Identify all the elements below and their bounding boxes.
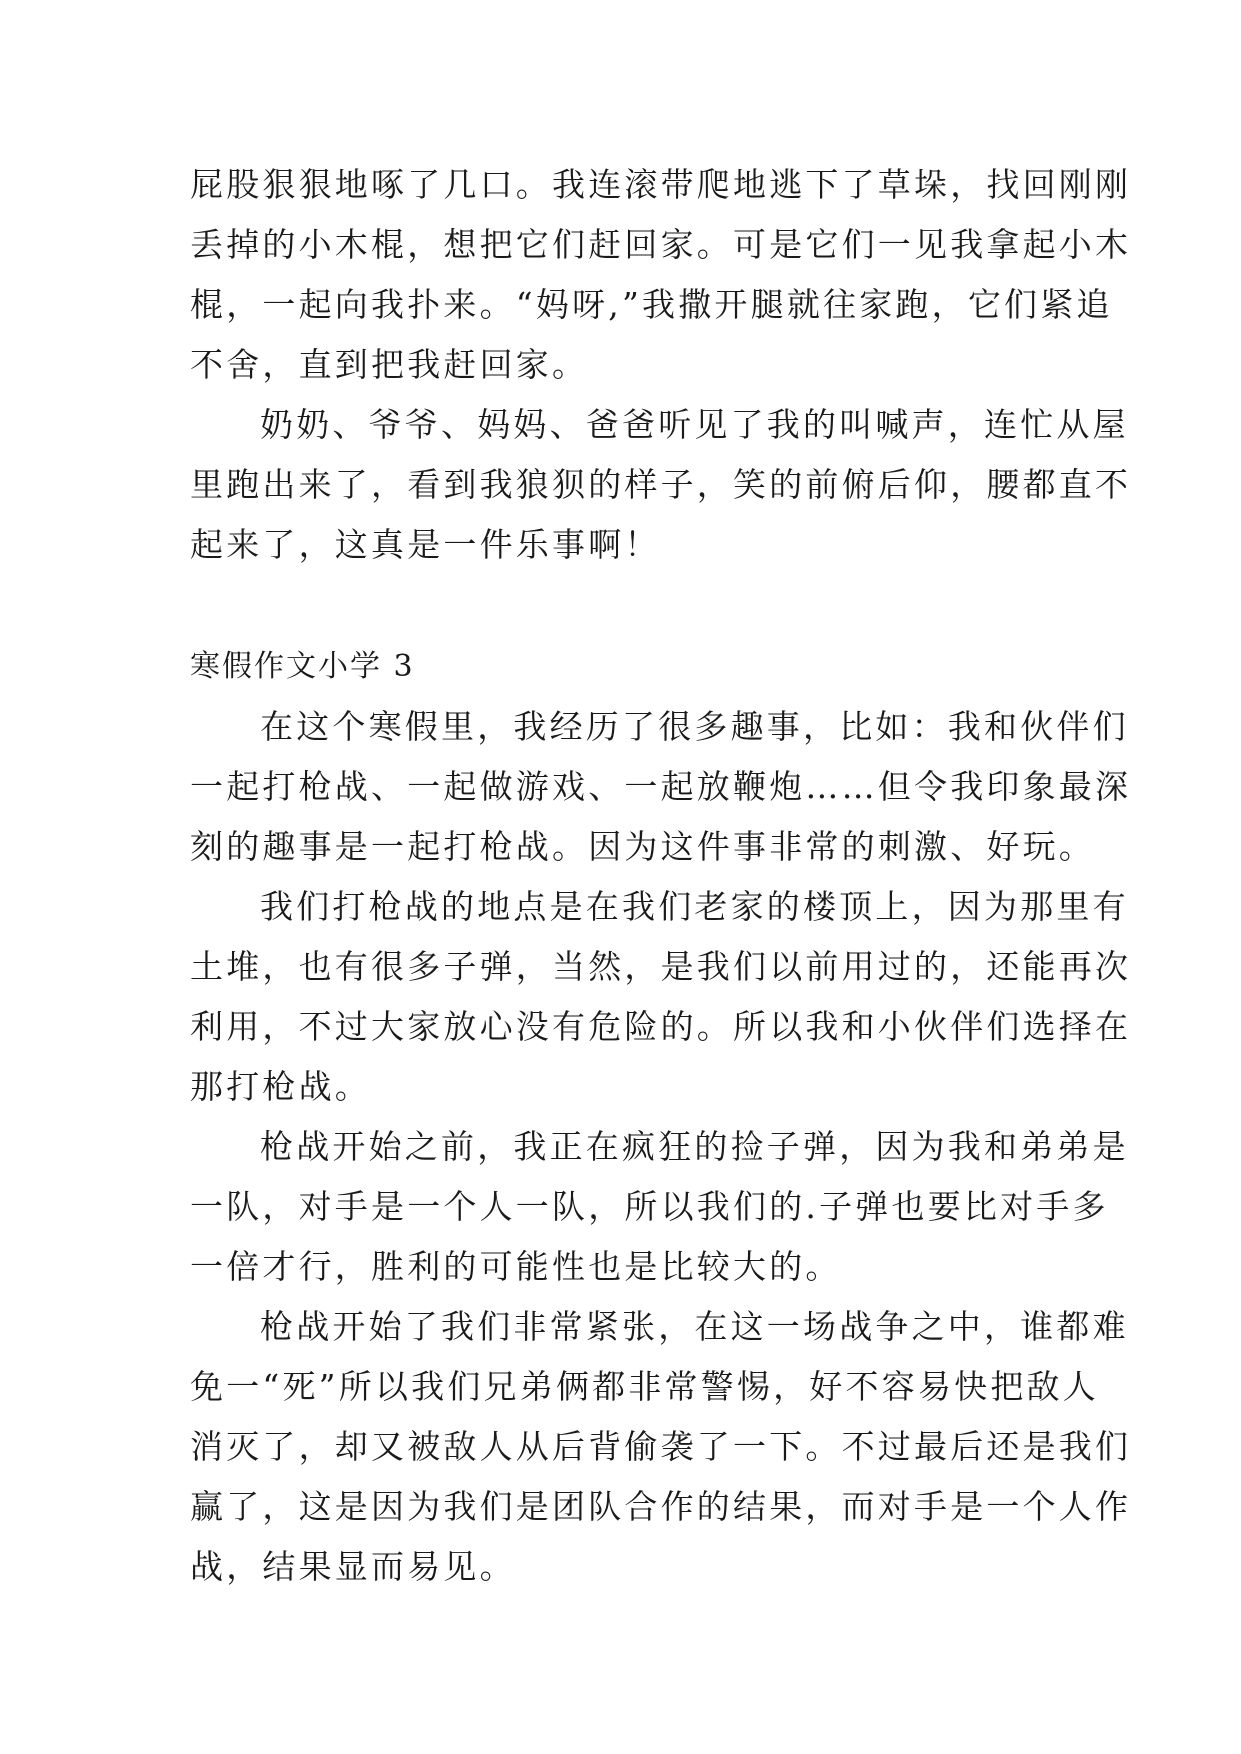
essay-section <box>190 697 1132 1597</box>
text-line: 奶奶、爷爷、妈妈、爸爸听见了我的叫喊声，连忙从屋 <box>260 405 1129 444</box>
text-line: 战，结果显而易见。 <box>190 1547 516 1586</box>
paragraph-5 <box>190 1117 1129 1297</box>
text-line: 利用，不过大家放心没有危险的。所以我和小伙伴们选择在 <box>190 1007 1132 1046</box>
text-line: 枪战开始了我们非常紧张，在这一场战争之中，谁都难 <box>260 1307 1129 1346</box>
text-line: 在这个寒假里，我经历了很多趣事，比如：我和伙伴们 <box>260 707 1129 746</box>
document-page <box>190 155 1132 1597</box>
text-line: 一起打枪战、一起做游戏、一起放鞭炮……但令我印象最深 <box>190 767 1132 806</box>
text-line: 里跑出来了，看到我狼狈的样子，笑的前俯后仰，腰都直不 <box>190 465 1132 504</box>
text-line: 刻的趣事是一起打枪战。因为这件事非常的刺激、好玩。 <box>190 827 1095 866</box>
section-spacer <box>190 575 1052 637</box>
paragraph-3 <box>190 697 1132 877</box>
continued-section <box>190 155 1132 575</box>
text-line: 一倍才行，胜利的可能性也是比较大的。 <box>190 1247 842 1286</box>
text-line: 土堆，也有很多子弹，当然，是我们以前用过的，还能再次 <box>190 947 1132 986</box>
section-title: 寒假作文小学 3 <box>190 649 415 684</box>
text-line: 赢了，这是因为我们是团队合作的结果，而对手是一个人作 <box>190 1487 1132 1526</box>
text-line: 一队，对手是一个人一队，所以我们的.子弹也要比对手多 <box>190 1187 1109 1226</box>
text-line: 枪战开始之前，我正在疯狂的捡子弹，因为我和弟弟是 <box>260 1127 1129 1166</box>
text-line: 我们打枪战的地点是在我们老家的楼顶上，因为那里有 <box>260 887 1129 926</box>
text-line: 起来了，这真是一件乐事啊！ <box>190 525 661 564</box>
text-line: 丢掉的小木棍，想把它们赶回家。可是它们一见我拿起小木 <box>190 225 1132 264</box>
paragraph-6 <box>190 1297 1132 1597</box>
paragraph-4 <box>190 877 1132 1117</box>
text-line: 屁股狠狠地啄了几口。我连滚带爬地逃下了草垛，找回刚刚 <box>190 165 1132 204</box>
text-line: 免一“死”所以我们兄弟俩都非常警惕，好不容易快把敌人 <box>190 1367 1099 1406</box>
text-line: 那打枪战。 <box>190 1067 371 1106</box>
paragraph-2 <box>190 395 1132 575</box>
text-line: 棍，一起向我扑来。“妈呀,”我撒开腿就往家跑，它们紧追 <box>190 285 1113 324</box>
paragraph-1 <box>190 155 1132 395</box>
text-line: 不舍，直到把我赶回家。 <box>190 345 589 384</box>
text-line: 消灭了，却又被敌人从后背偷袭了一下。不过最后还是我们 <box>190 1427 1132 1466</box>
